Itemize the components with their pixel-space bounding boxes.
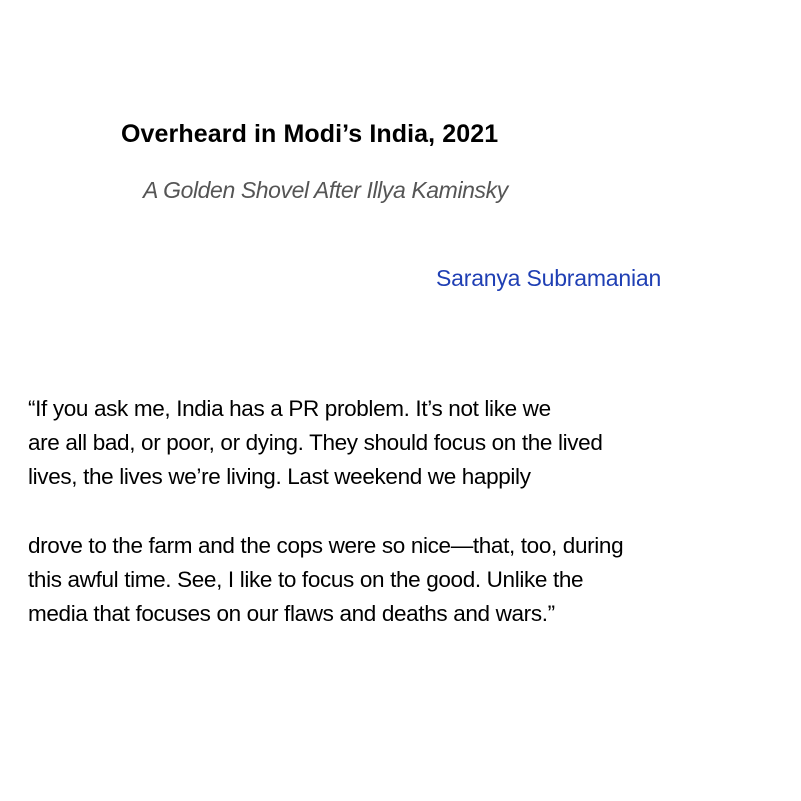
stanza-2 [28,529,623,631]
poem-line: lives, the lives we’re living. Last weekend we happily [28,464,531,489]
poem-line: are all bad, or poor, or dying. They should focus on the lived [28,430,603,455]
poem-title: Overheard in Modi’s India, 2021 [121,120,499,148]
poem-line: “If you ask me, India has a PR problem. It’s not like we [28,396,551,421]
poem-line: this awful time. See, I like to focus on the good. Unlike the [28,567,584,592]
poem-author: Saranya Subramanian [436,265,662,291]
poem-line: drove to the farm and the cops were so nice—that, too, during [28,533,624,558]
poem-line: media that focuses on our flaws and deaths and wars.” [28,601,555,626]
poem-subtitle: A Golden Shovel After Illya Kaminsky [143,177,508,203]
stanza-1 [28,392,603,494]
